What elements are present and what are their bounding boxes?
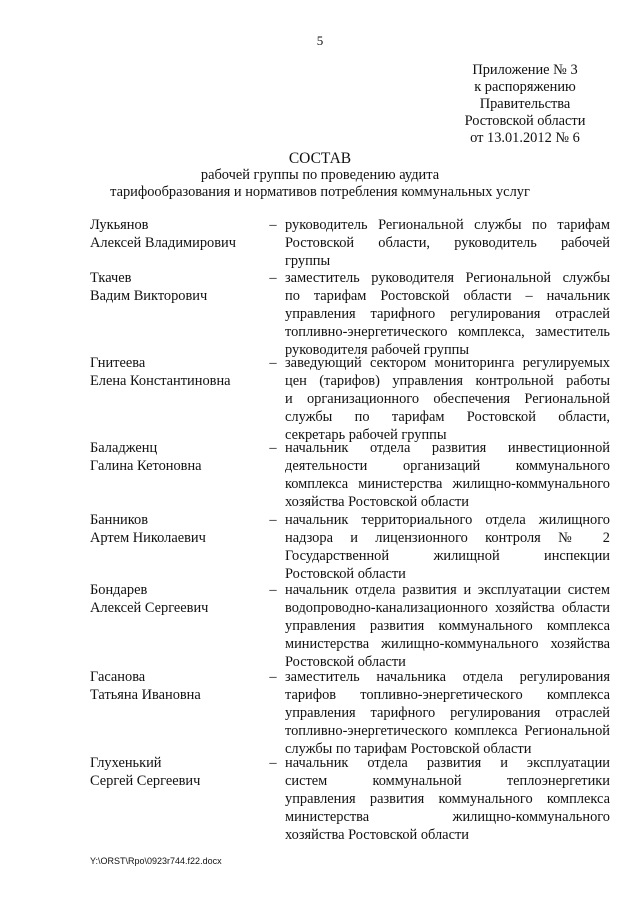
member-dash: – xyxy=(269,355,277,371)
member-surname: Баладженц xyxy=(90,440,158,456)
member-surname: Гасанова xyxy=(90,669,146,685)
role-line: водопроводно-канализационного хозяйства области xyxy=(285,600,610,616)
role-line: Ростовской области xyxy=(285,566,406,582)
member-role xyxy=(285,269,610,359)
role-line: надзора и лицензионного контроля № 2 xyxy=(285,530,610,546)
member-dash: – xyxy=(269,440,277,456)
member-name xyxy=(90,668,265,704)
role-line: управления развития коммунального комплекса xyxy=(285,618,610,634)
role-line: управления тарифного регулирования отраслей xyxy=(285,306,610,322)
appendix-line: Приложение № 3 xyxy=(472,62,578,78)
member-role xyxy=(285,354,610,444)
member-given-names: Алексей Сергеевич xyxy=(90,600,209,616)
role-line: топливно-энергетического комплекса, заместитель xyxy=(285,324,610,340)
role-line: заместитель начальника отдела регулирования xyxy=(285,669,610,685)
member-dash: – xyxy=(269,512,277,528)
member-surname: Лукьянов xyxy=(90,217,149,233)
role-line: начальник территориального отдела жилищного xyxy=(285,512,610,528)
member-role xyxy=(285,754,610,844)
role-line: службы по тарифам Ростовской области xyxy=(285,741,532,757)
member-name xyxy=(90,354,265,390)
role-line: начальник отдела развития инвестиционной xyxy=(285,440,610,456)
role-line: хозяйства Ростовской области xyxy=(285,827,469,843)
role-line: Ростовской области xyxy=(285,654,406,670)
member-role xyxy=(285,216,610,270)
role-line: комплекса министерства жилищно-коммунального xyxy=(285,476,610,492)
member-name xyxy=(90,581,265,617)
member-surname: Ткачев xyxy=(90,270,132,286)
member-role xyxy=(285,511,610,583)
role-line: и организационного обеспечения Региональной xyxy=(285,391,610,407)
appendix-line: Ростовской области xyxy=(464,113,586,129)
role-line: систем коммунальной теплоэнергетики xyxy=(285,773,610,789)
member-dash: – xyxy=(269,270,277,286)
title-subline: тарифообразования и нормативов потребления коммунальных услуг xyxy=(110,184,530,200)
member-surname: Гнитеева xyxy=(90,355,146,371)
role-line: управления тарифного регулирования отраслей xyxy=(285,705,610,721)
member-surname: Банников xyxy=(90,512,149,528)
member-dash: – xyxy=(269,755,277,771)
page-number: 5 xyxy=(316,33,324,48)
role-line: секретарь рабочей группы xyxy=(285,427,447,443)
member-role xyxy=(285,668,610,758)
member-name xyxy=(90,439,265,475)
member-name xyxy=(90,754,265,790)
role-line: начальник отдела развития и эксплуатации систем xyxy=(285,582,610,598)
appendix-line: Правительства xyxy=(479,96,571,112)
role-line: цен (тарифов) управления контрольной работы xyxy=(285,373,610,389)
role-line: руководителя рабочей группы xyxy=(285,342,470,358)
member-role xyxy=(285,439,610,511)
member-name xyxy=(90,216,265,252)
member-dash: – xyxy=(269,669,277,685)
role-line: по тарифам Ростовской области – начальник xyxy=(285,288,610,304)
title-subline: рабочей группы по проведению аудита xyxy=(200,167,440,183)
file-path-footer: Y:\ORST\Rpo\0923r744.f22.docx xyxy=(90,856,222,866)
role-line: службы по тарифам Ростовской области, xyxy=(285,409,610,425)
role-line: Государственной жилищной инспекции xyxy=(285,548,610,564)
member-dash: – xyxy=(269,582,277,598)
member-surname: Глухенький xyxy=(90,755,162,771)
appendix-header xyxy=(450,62,600,147)
role-line: министерства жилищно-коммунального хозяйства xyxy=(285,636,610,652)
role-line: тарифов топливно-энергетического комплекса xyxy=(285,687,610,703)
role-line: министерства жилищно-коммунального xyxy=(285,809,610,825)
member-surname: Бондарев xyxy=(90,582,148,598)
member-role xyxy=(285,581,610,671)
role-line: деятельности организаций коммунального xyxy=(285,458,610,474)
role-line: хозяйства Ростовской области xyxy=(285,494,469,510)
role-line: управления развития коммунального комплекса xyxy=(285,791,610,807)
role-line: начальник отдела развития и эксплуатации xyxy=(285,755,610,771)
member-given-names: Вадим Викторович xyxy=(90,288,208,304)
role-line: Ростовской области, руководитель рабочей xyxy=(285,235,610,251)
role-line: заведующий сектором мониторинга регулируемых xyxy=(285,355,610,371)
appendix-line: от 13.01.2012 № 6 xyxy=(470,130,580,146)
role-line: группы xyxy=(285,253,331,269)
document-title xyxy=(0,150,640,201)
member-dash: – xyxy=(269,217,277,233)
role-line: заместитель руководителя Региональной службы xyxy=(285,270,610,286)
role-line: руководитель Региональной службы по тарифам xyxy=(285,217,610,233)
member-given-names: Елена Константиновна xyxy=(90,373,231,389)
member-given-names: Артем Николаевич xyxy=(90,530,206,546)
role-line: топливно-энергетического комплекса Региональной xyxy=(285,723,610,739)
member-given-names: Татьяна Ивановна xyxy=(90,687,201,703)
member-given-names: Сергей Сергеевич xyxy=(90,773,201,789)
title-heading: СОСТАВ xyxy=(288,150,352,167)
member-name xyxy=(90,269,265,305)
member-given-names: Галина Кетоновна xyxy=(90,458,202,474)
member-given-names: Алексей Владимирович xyxy=(90,235,236,251)
appendix-line: к распоряжению xyxy=(474,79,576,95)
member-name xyxy=(90,511,265,547)
